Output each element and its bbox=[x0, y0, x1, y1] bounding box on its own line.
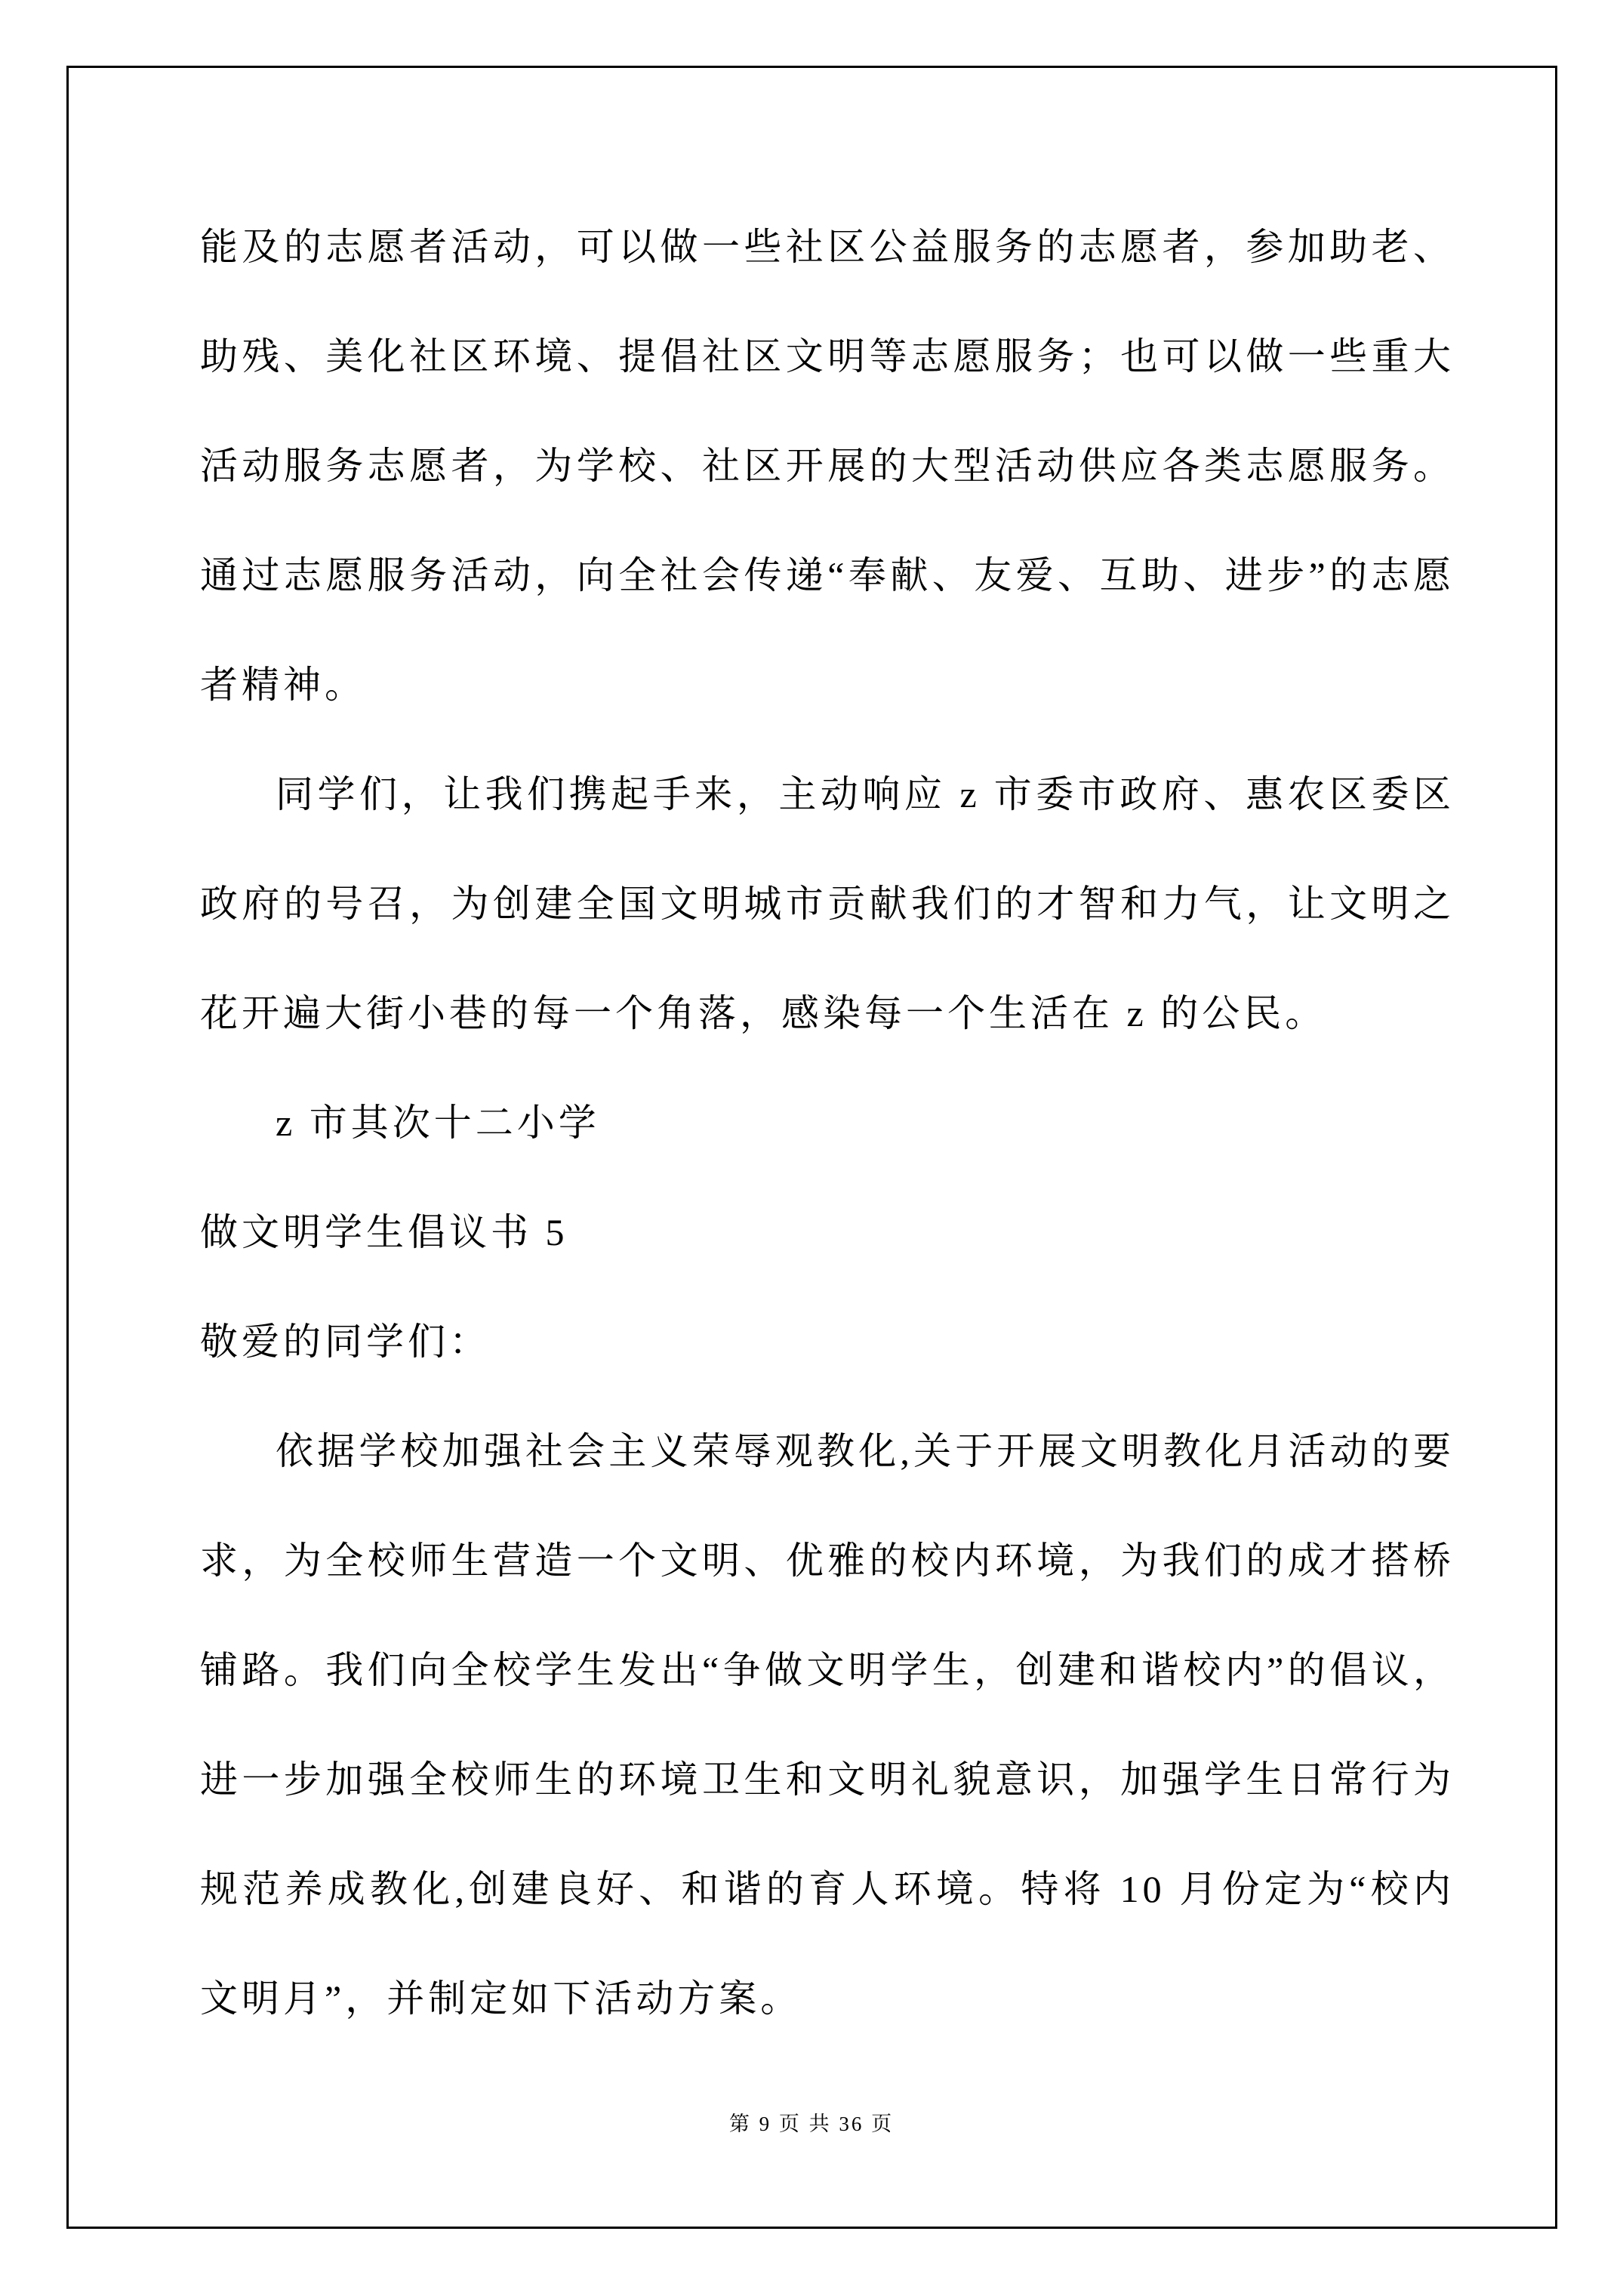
paragraph-call-to-action: 同学们，让我们携起手来，主动响应 z 市委市政府、惠农区委区政府的号召，为创建全国文明城市贡献我们的才智和力气，让文明之花开遍大街小巷的每一个角落，感染每一个生活在 z 的公民。 bbox=[200, 773, 1455, 1034]
paragraph-proposal-body: 依据学校加强社会主义荣辱观教化,关于开展文明教化月活动的要求，为全校师生营造一个文明、优雅的校内环境，为我们的成才搭桥铺路。我们向全校学生发出“争做文明学生，创建和谐校内”的倡议，进一步加强全校师生的环境卫生和文明礼貌意识，加强学生日常行为规范养成教化,创建良好、和谐的育人环境。特将 10 月份定为“校内文明月”，并制定如下活动方案。 bbox=[200, 1430, 1455, 2020]
salutation-line: 敬爱的同学们： bbox=[200, 1321, 491, 1363]
section-title-proposal-5: 做文明学生倡议书 5 bbox=[200, 1211, 568, 1253]
page-footer bbox=[0, 2109, 1623, 2139]
page-number-label: 第 9 页 共 36 页 bbox=[728, 2113, 895, 2135]
signature-school-line: z 市其次十二小学 bbox=[276, 1102, 600, 1144]
document-body bbox=[200, 193, 1455, 2054]
paragraph-volunteer-service-continuation: 能及的志愿者活动，可以做一些社区公益服务的志愿者，参加助老、助残、美化社区环境、提倡社区文明等志愿服务；也可以做一些重大活动服务志愿者，为学校、社区开展的大型活动供应各类志愿服务。通过志愿服务活动，向全社会传递“奉献、友爱、互助、进步”的志愿者精神。 bbox=[200, 226, 1455, 706]
